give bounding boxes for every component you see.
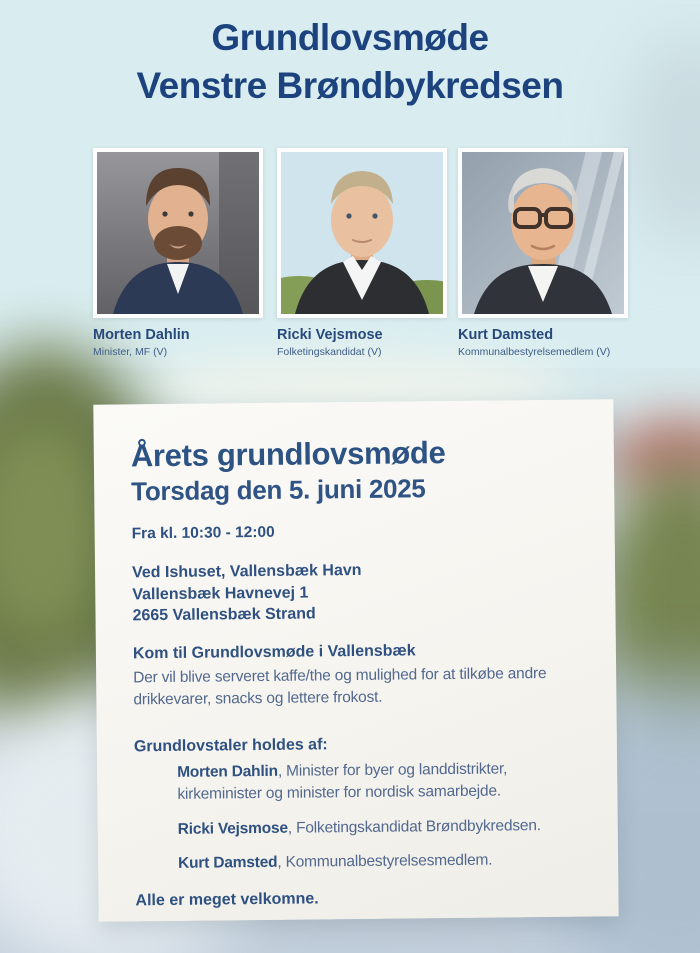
speaker-caption xyxy=(458,327,628,359)
speaker-entry xyxy=(178,814,580,841)
speaker-figure-ricki-vejsmose xyxy=(277,148,447,359)
event-date: Torsdag den 5. juni 2025 xyxy=(131,473,426,507)
event-time: Fra kl. 10:30 - 12:00 xyxy=(131,523,275,543)
ricki-vejsmose-portrait xyxy=(277,148,447,318)
speaker-entry xyxy=(178,849,580,876)
speaker-name: Morten Dahlin xyxy=(93,327,190,343)
speaker-entry-name: Morten Dahlin xyxy=(177,762,278,781)
speaker-name: Kurt Damsted xyxy=(458,327,554,343)
invite-heading: Kom til Grundlovsmøde i Vallensbæk xyxy=(132,641,416,662)
speakers-list xyxy=(177,757,580,875)
closing-line: Alle er meget velkomne. xyxy=(135,889,319,909)
poster-title-line1: Grundlovsmøde xyxy=(211,17,489,58)
speaker-role: Kommunalbestyrelsemedlem (V) xyxy=(458,346,611,358)
speaker-entry-desc: , Minister for byer og landdistrikter, kirkeminister og minister for nordisk samarbejde. xyxy=(177,759,508,803)
speaker-caption xyxy=(93,327,263,359)
speaker-figure-kurt-damsted xyxy=(458,148,628,359)
morten-dahlin-portrait xyxy=(93,148,263,318)
speaker-caption xyxy=(277,327,447,359)
venue-line-3: 2665 Vallensbæk Strand xyxy=(132,605,316,625)
speaker-entry xyxy=(177,757,579,806)
speaker-name: Ricki Vejsmose xyxy=(277,327,383,343)
speaker-entry-desc: , Folketingskandidat Brøndbykredsen. xyxy=(287,816,541,837)
speakers-list-heading: Grundlovstaler holdes af: xyxy=(133,735,328,755)
invite-body: Der vil blive serveret kaffe/the og mulighed for at tilkøbe andre drikkevarer, snacks og lettere frokost. xyxy=(133,664,547,709)
venue-line-1: Ved Ishuset, Vallensbæk Havn xyxy=(131,561,362,582)
speaker-entry-desc: , Kommunalbestyrelsesmedlem. xyxy=(277,851,493,871)
poster-title xyxy=(0,14,700,110)
poster-title-line2: Venstre Brøndbykredsen xyxy=(136,65,564,106)
speaker-entry-name: Ricki Vejsmose xyxy=(177,819,288,838)
kurt-damsted-portrait xyxy=(458,148,628,318)
event-details-card xyxy=(93,399,618,921)
event-venue xyxy=(132,558,582,627)
speaker-figure-morten-dahlin xyxy=(93,148,263,359)
speaker-entry-name: Kurt Damsted xyxy=(178,853,278,872)
venue-line-2: Vallensbæk Havnevej 1 xyxy=(132,583,309,603)
speaker-role: Folketingskandidat (V) xyxy=(277,346,382,358)
speaker-role: Minister, MF (V) xyxy=(93,346,168,358)
event-heading: Årets grundlovsmøde xyxy=(130,435,446,474)
